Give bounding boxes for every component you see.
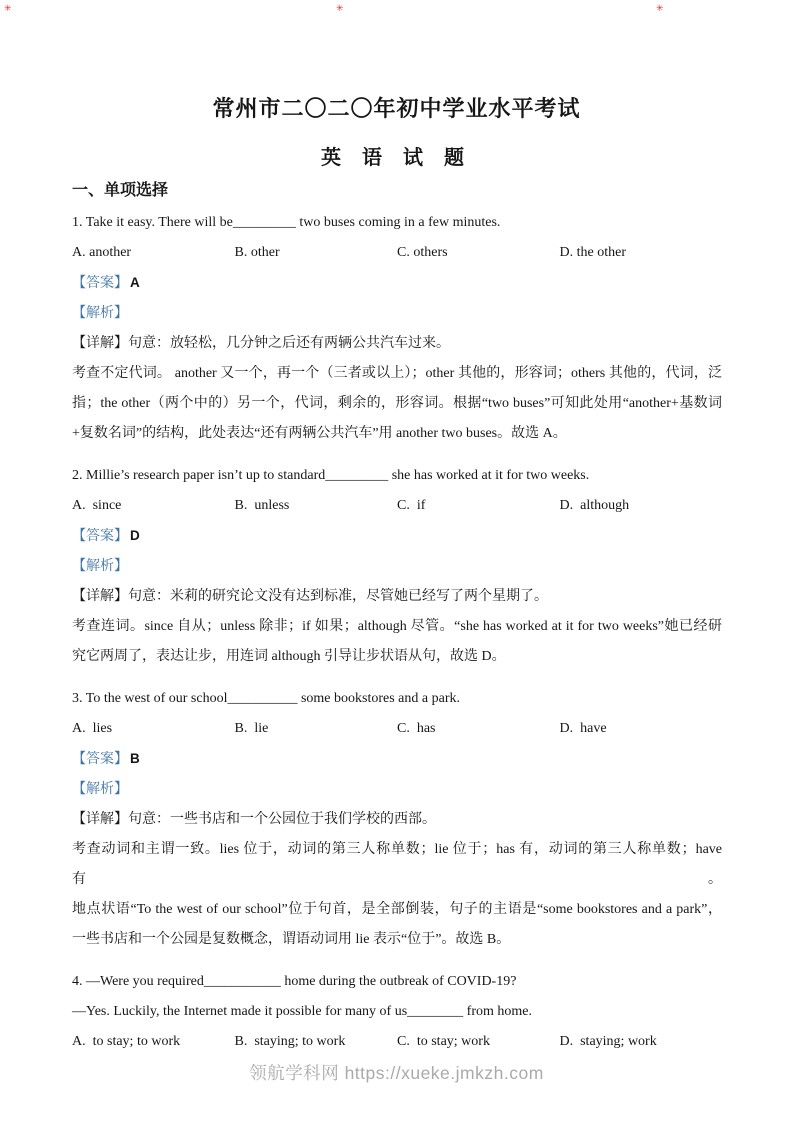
option-a: A. since xyxy=(72,498,122,513)
explanation-line: +复数名词”的结构，此处表达“还有两辆公共汽车”用 another two buses。故选 A。 xyxy=(72,426,567,441)
answer-line xyxy=(72,521,722,552)
option-d: D. have xyxy=(559,721,607,736)
explanation-line: 指；the other（两个中的）另一个，代词，剩余的，形容词。根据“two buses”可知此处用“another+基数词 xyxy=(72,396,722,411)
exam-subtitle: 英 语 试 题 xyxy=(321,147,472,169)
answer-value: D xyxy=(130,528,140,543)
answer-label: 【答案】 xyxy=(72,752,128,767)
red-mark-icon: ✳ xyxy=(4,4,12,14)
options-row xyxy=(72,1027,722,1057)
question-block-2 xyxy=(72,461,722,672)
explanation-line: 一些书店和一个公园是复数概念，谓语动词用 lie 表示“位于”。故选 B。 xyxy=(72,932,511,947)
explanation-line: 地点状语“To the west of our school”位于句首，是全部倒装，句子的主语是“some bookstores and a park”， xyxy=(72,902,722,917)
question-block-1 xyxy=(72,208,722,449)
option-c: C. to stay; work xyxy=(397,1034,490,1049)
explanation-line: 【详解】句意：米莉的研究论文没有达到标准，尽管她已经写了两个星期了。 xyxy=(72,589,548,604)
question-text: 2. Millie’s research paper isn’t up to standard_________ she has worked at it for two weeks. xyxy=(72,468,590,483)
analysis-label: 【解析】 xyxy=(72,306,128,321)
question-block-4 xyxy=(72,967,722,1057)
option-b: B. unless xyxy=(234,498,290,513)
option-b: B. staying; to work xyxy=(234,1034,346,1049)
explanation-line: 究它两周了，表达让步，用连词 although 引导让步状语从句，故选 D。 xyxy=(72,649,506,664)
question-block-3 xyxy=(72,684,726,955)
explanation-line: 考查不定代词。 another 又一个，再一个（三者或以上）；other 其他的，形容词；others 其他的，代词，泛 xyxy=(72,366,722,381)
question-text-reply: —Yes. Luckily, the Internet made it possible for many of us________ from home. xyxy=(72,1004,532,1019)
red-mark-icon: ✳ xyxy=(656,4,664,14)
answer-label: 【答案】 xyxy=(72,529,128,544)
exam-title: 常州市二〇二〇年初中学业水平考试 xyxy=(212,96,581,121)
answer-label: 【答案】 xyxy=(72,276,128,291)
exam-content xyxy=(72,208,726,1057)
option-c: C. has xyxy=(397,721,436,736)
question-text: 4. —Were you required___________ home during the outbreak of COVID-19? xyxy=(72,974,517,989)
question-text: 1. Take it easy. There will be_________ two buses coming in a few minutes. xyxy=(72,215,501,230)
option-d: D. the other xyxy=(559,245,626,260)
explanation-line: 【详解】句意：一些书店和一个公园位于我们学校的西部。 xyxy=(72,812,436,827)
watermark-footer: 领航学科网 https://xueke.jmkzh.com xyxy=(249,1063,544,1083)
answer-line xyxy=(72,268,722,299)
option-c: C. others xyxy=(397,245,448,260)
red-mark-icon: ✳ xyxy=(336,4,344,14)
option-a: A. to stay; to work xyxy=(72,1034,181,1049)
analysis-label: 【解析】 xyxy=(72,559,128,574)
options-row xyxy=(72,714,722,744)
options-row xyxy=(72,491,722,521)
option-a: A. lies xyxy=(72,721,113,736)
explanation-line: 【详解】句意：放轻松，几分钟之后还有两辆公共汽车过来。 xyxy=(72,336,450,351)
question-text: 3. To the west of our school__________ some bookstores and a park. xyxy=(72,691,460,706)
analysis-label: 【解析】 xyxy=(72,782,128,797)
answer-value: B xyxy=(130,751,140,766)
answer-line xyxy=(72,744,722,775)
explanation-line: 考查动词和主谓一致。lies 位于，动词的第三人称单数；lie 位于；has 有，动词的第三人称单数；have 有。 xyxy=(72,842,726,887)
options-row xyxy=(72,238,722,268)
answer-value: A xyxy=(130,275,140,290)
option-d: D. although xyxy=(559,498,630,513)
section-heading: 一、单项选择 xyxy=(72,182,169,199)
option-c: C. if xyxy=(397,498,426,513)
option-b: B. lie xyxy=(234,721,269,736)
option-a: A. another xyxy=(72,245,132,260)
option-b: B. other xyxy=(234,245,280,260)
option-d: D. staying; work xyxy=(559,1034,657,1049)
explanation-line: 考查连词。since 自从；unless 除非；if 如果；although 尽管。“she has worked at it for two weeks”她已经研 xyxy=(72,619,722,634)
